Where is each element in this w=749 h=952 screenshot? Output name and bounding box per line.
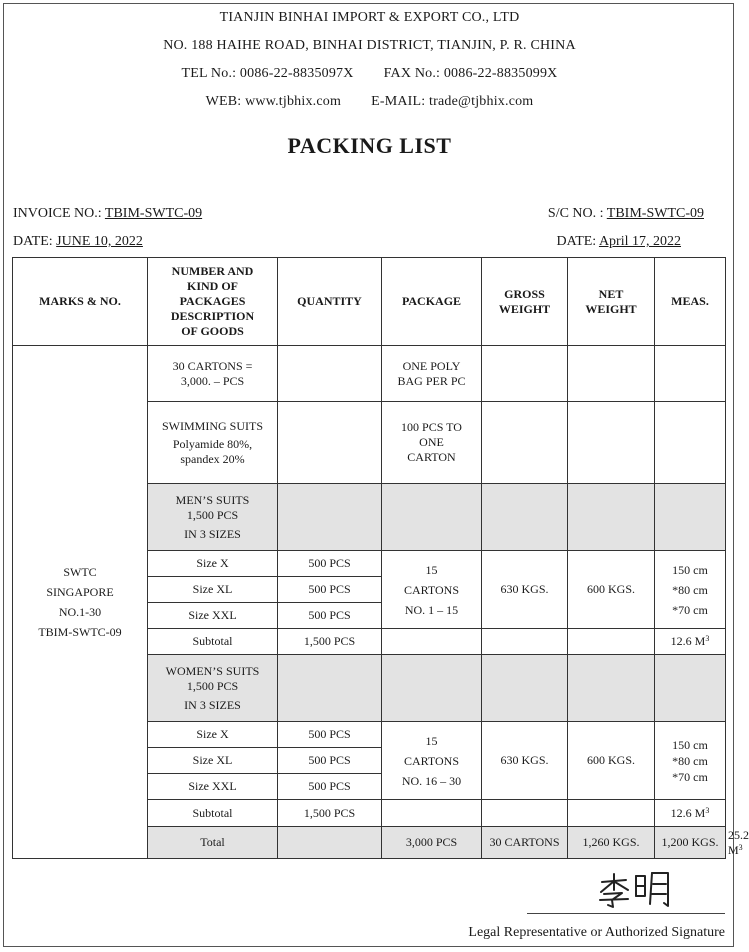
cube-superscript: 3: [738, 842, 743, 852]
desc-line: 30 CARTONS =: [172, 358, 253, 373]
desc-cell: [148, 402, 278, 484]
qty-cell: 500 PCS: [278, 774, 382, 800]
gross-cell: [482, 402, 568, 484]
size-cell: Size XXL: [148, 774, 278, 800]
package-line: BAG PER PC: [397, 373, 466, 388]
package-line: NO. 1 – 15: [404, 602, 459, 617]
section-title-women: [148, 655, 278, 722]
marks-line: TBIM-SWTC-09: [38, 625, 122, 639]
desc-line: SWIMMING SUITS: [161, 418, 263, 433]
table-header-row: [13, 258, 726, 346]
empty-cell: [482, 800, 568, 827]
total-net: 1,200 KGS.: [655, 827, 726, 859]
desc-line: Polyamide 80%,: [172, 436, 253, 451]
total-package: 30 CARTONS: [482, 827, 568, 859]
meas-line: *80 cm: [672, 582, 708, 597]
header-number-line: DESCRIPTION: [170, 309, 255, 323]
package-line: ONE POLY: [402, 358, 461, 373]
cube-superscript: 3: [705, 805, 710, 815]
size-cell: Size X: [148, 551, 278, 577]
net-cell: 600 KGS.: [568, 722, 655, 800]
sc-no: [548, 206, 704, 222]
marks-line: NO.1-30: [58, 605, 102, 619]
invoice-no: [13, 206, 202, 222]
empty-cell: [382, 655, 482, 722]
header-net-line: NET: [598, 286, 624, 301]
desc-line: 3,000. – PCS: [180, 373, 245, 388]
date-right-label: DATE:: [556, 234, 597, 249]
package-line: CARTON: [407, 450, 456, 464]
subtotal-meas: [655, 800, 726, 827]
header-marks: MARKS & NO.: [13, 258, 148, 346]
package-cell: [382, 722, 482, 800]
date-left-value: JUNE 10, 2022: [56, 234, 143, 249]
header-number-line: PACKAGES: [179, 294, 246, 308]
section-line: 1,500 PCS: [186, 507, 239, 522]
packing-list-table: [12, 257, 749, 859]
invoice-value: TBIM-SWTC-09: [104, 206, 203, 221]
size-cell: Size XL: [148, 748, 278, 774]
empty-cell: [568, 629, 655, 655]
date-left-label: DATE:: [13, 234, 53, 249]
marks-line: SINGAPORE: [46, 585, 114, 599]
header-gross-weight: [482, 258, 568, 346]
header-number-line: OF GOODS: [181, 324, 244, 338]
empty-cell: [568, 800, 655, 827]
header-package: PACKAGE: [382, 258, 482, 346]
empty-cell: [655, 484, 726, 551]
header-meas: MEAS.: [655, 258, 726, 346]
meas-cell: [655, 402, 726, 484]
total-label: Total: [148, 827, 278, 859]
desc-cell: [148, 346, 278, 402]
section-line: MEN’S SUITS: [175, 492, 250, 507]
marks-line: SWTC: [63, 565, 97, 579]
empty-cell: [568, 655, 655, 722]
cube-superscript: 3: [705, 634, 710, 643]
qty-cell: 500 PCS: [278, 551, 382, 577]
date-right: [557, 234, 681, 250]
empty-cell: [382, 629, 482, 655]
meas-line: *70 cm: [672, 602, 708, 617]
total-meas-value: 25.2 M: [728, 827, 749, 857]
package-line: NO. 16 – 30: [401, 773, 462, 788]
subtotal-label: Subtotal: [148, 629, 278, 655]
empty-cell: [278, 827, 382, 859]
empty-cell: [278, 655, 382, 722]
package-cell: [382, 551, 482, 629]
section-line: WOMEN’S SUITS: [165, 663, 260, 678]
company-web: WEB: www.tjbhix.com: [205, 94, 342, 109]
empty-cell: [482, 655, 568, 722]
gross-cell: 630 KGS.: [482, 551, 568, 629]
meas-line: 150 cm: [672, 737, 708, 752]
subtotal-meas-value: 12.6 M: [670, 805, 706, 820]
section-title-men: [148, 484, 278, 551]
size-cell: Size XXL: [148, 603, 278, 629]
package-line: ONE: [419, 435, 444, 449]
header-gross-line: GROSS: [504, 286, 545, 301]
meas-line: 150 cm: [672, 562, 708, 577]
header-quantity: QUANTITY: [278, 258, 382, 346]
header-gross-line: WEIGHT: [498, 301, 551, 316]
sc-value: TBIM-SWTC-09: [606, 206, 704, 221]
handwritten-signature: [596, 870, 676, 910]
header-number-line: NUMBER AND: [171, 264, 254, 278]
empty-cell: [482, 484, 568, 551]
invoice-label: INVOICE NO.:: [13, 206, 102, 221]
meas-cell: [655, 722, 726, 800]
net-cell: [568, 402, 655, 484]
empty-cell: [482, 629, 568, 655]
header-net-weight: [568, 258, 655, 346]
package-cell: [382, 402, 482, 484]
meas-line: *80 cm: [672, 753, 708, 768]
company-phone-line: [0, 66, 739, 82]
date-left: [13, 234, 143, 250]
qty-cell: [278, 402, 382, 484]
total-qty: 3,000 PCS: [382, 827, 482, 859]
package-line: 100 PCS TO: [401, 420, 462, 434]
subtotal-meas-value: 12.6 M: [670, 634, 706, 648]
package-cell: [382, 346, 482, 402]
meas-cell: [655, 551, 726, 629]
company-name: TIANJIN BINHAI IMPORT & EXPORT CO., LTD: [219, 10, 520, 25]
package-line: 15: [425, 562, 438, 577]
subtotal-meas: [655, 629, 726, 655]
header-number-kind: [148, 258, 278, 346]
section-line: 1,500 PCS: [186, 678, 239, 693]
net-cell: 600 KGS.: [568, 551, 655, 629]
gross-cell: [482, 346, 568, 402]
qty-cell: 500 PCS: [278, 603, 382, 629]
subtotal-qty: 1,500 PCS: [278, 629, 382, 655]
section-line: IN 3 SIZES: [184, 697, 241, 712]
package-line: 15: [425, 733, 438, 748]
total-gross: 1,260 KGS.: [568, 827, 655, 859]
header-number-line: KIND OF: [187, 279, 238, 293]
signature-caption: Legal Representative or Authorized Signature: [468, 925, 725, 940]
date-right-value: April 17, 2022: [598, 234, 681, 249]
company-fax: FAX No.: 0086-22-8835099X: [383, 66, 558, 81]
desc-line: spandex 20%: [180, 451, 245, 466]
qty-cell: 500 PCS: [278, 748, 382, 774]
empty-cell: [655, 655, 726, 722]
net-cell: [568, 346, 655, 402]
qty-cell: [278, 346, 382, 402]
qty-cell: 500 PCS: [278, 722, 382, 748]
empty-cell: [382, 800, 482, 827]
size-cell: Size X: [148, 722, 278, 748]
meas-cell: [655, 346, 726, 402]
signature-line: [527, 913, 725, 914]
subtotal-label: Subtotal: [148, 800, 278, 827]
meas-line: *70 cm: [672, 769, 708, 784]
package-line: CARTONS: [403, 582, 460, 597]
company-web-line: [0, 94, 739, 110]
empty-cell: [382, 484, 482, 551]
empty-cell: [278, 484, 382, 551]
table-row: [13, 346, 726, 402]
gross-cell: 630 KGS.: [482, 722, 568, 800]
marks-cell: [13, 346, 148, 859]
section-line: IN 3 SIZES: [184, 526, 241, 541]
subtotal-qty: 1,500 PCS: [278, 800, 382, 827]
company-email: E-MAIL: trade@tjbhix.com: [371, 94, 534, 109]
qty-cell: 500 PCS: [278, 577, 382, 603]
empty-cell: [568, 484, 655, 551]
sc-label: S/C NO. :: [547, 206, 604, 221]
header-net-line: WEIGHT: [585, 301, 637, 316]
company-tel: TEL No.: 0086-22-8835097X: [181, 66, 354, 81]
document-title: PACKING LIST: [287, 133, 452, 158]
company-address: NO. 188 HAIHE ROAD, BINHAI DISTRICT, TIANJIN, P. R. CHINA: [163, 38, 576, 53]
package-line: CARTONS: [403, 753, 460, 768]
size-cell: Size XL: [148, 577, 278, 603]
